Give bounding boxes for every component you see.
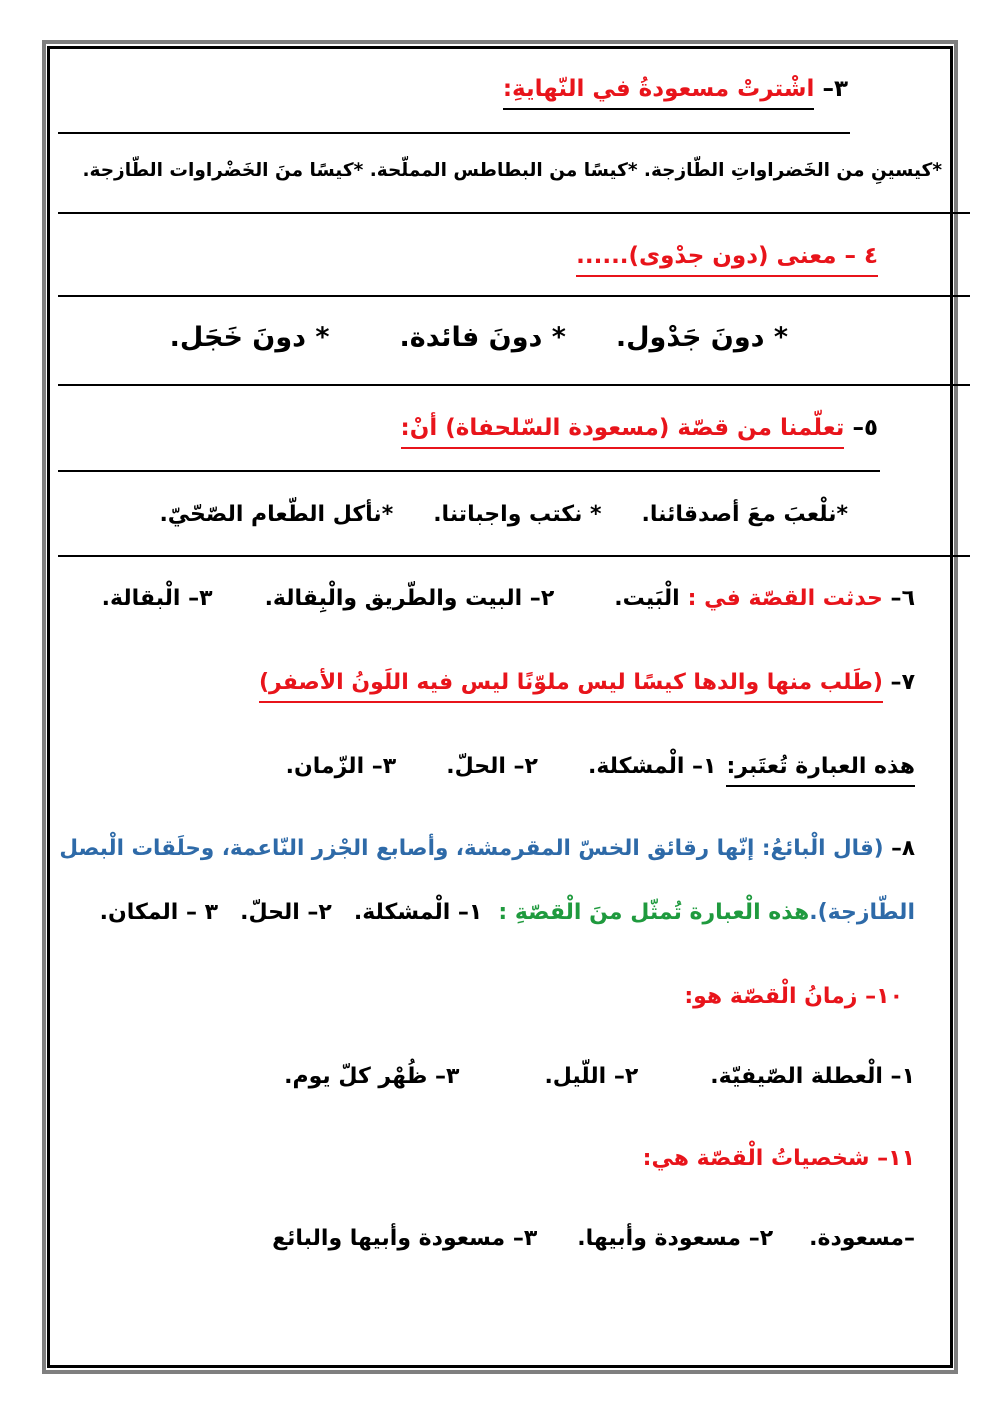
question-8-option-2[interactable]: ٢– الحلّ. <box>240 900 332 925</box>
question-7-text: (طَلب منها والدها كيسًا ليس ملوّنًا ليس فيه اللَونُ الأصفر) <box>259 670 883 703</box>
question-7 <box>259 670 915 695</box>
question-6-option-3[interactable]: ٣– الْبقالة. <box>101 586 213 611</box>
question-8-text-line-1: (قال الْبائعُ: إنّها رقائق الخسّ المقرمشة، وأصابع الجْزر النّاعمة، وحلَقات الْبصل <box>59 836 884 861</box>
question-6 <box>102 586 915 611</box>
question-4-option-1[interactable]: * دونَ جَدْول. <box>615 322 788 353</box>
divider <box>58 384 970 386</box>
question-4 <box>576 243 878 269</box>
divider <box>58 212 970 214</box>
question-3-number: ٣– <box>814 76 848 102</box>
question-8-number: ٨– <box>883 836 915 861</box>
question-11-option-2[interactable]: ٢– مسعودة وأبيها. <box>577 1226 774 1251</box>
question-4-options <box>170 322 788 353</box>
question-3 <box>503 76 848 102</box>
question-10-option-2[interactable]: ٢– اللّيل. <box>544 1064 639 1089</box>
question-4-option-3[interactable]: * دونَ خَجَل. <box>169 322 330 353</box>
divider <box>58 132 850 134</box>
question-7-answers <box>286 754 915 779</box>
divider <box>58 295 970 297</box>
question-3-options: *كيسينِ من الخَضراواتِ الطّازجة. *كيسًا من البطاطس المملّحة. *كيسًا منَ الخَضْراوات الطّازجة. <box>82 160 942 181</box>
question-3-text: اشْترتْ مسعودةُ في النّهايةِ: <box>503 76 815 110</box>
question-11-option-1[interactable]: –مسعودة. <box>809 1226 915 1251</box>
question-5-option-2[interactable]: * نكتب واجباتنا. <box>433 502 602 527</box>
question-10-option-3[interactable]: ٣– ظُهْر كلّ يوم. <box>284 1064 460 1089</box>
question-6-option-2[interactable]: ٢– البيت والطّريق والْبِقالة. <box>264 586 555 611</box>
question-6-option-1[interactable]: الْبَيت. <box>614 586 680 611</box>
question-6-text: حدثت القصّة في : <box>687 586 883 611</box>
question-7-lead: هذه العبارة تُعتَبر: <box>726 754 915 787</box>
question-8-option-1[interactable]: ١– الْمشكلة. <box>353 900 483 925</box>
question-8-option-3[interactable]: ٣ – المكان. <box>99 900 219 925</box>
question-11: ١١– شخصياتُ الْقصّة هي: <box>642 1146 915 1171</box>
question-8-text-line-2: الطّازجة). <box>809 900 915 925</box>
question-8-answers <box>100 900 915 925</box>
question-6-number: ٦– <box>882 586 915 611</box>
question-8-lead: هذه الْعبارة تُمثّل منَ الْقصّةِ : <box>498 900 810 925</box>
question-7-option-1[interactable]: ١– الْمشكلة. <box>587 754 717 779</box>
question-5-options <box>159 502 848 527</box>
question-11-options <box>272 1226 915 1251</box>
question-4-option-2[interactable]: * دونَ فائدة. <box>399 322 566 353</box>
question-5 <box>401 415 878 441</box>
question-10-option-1[interactable]: ١– الْعطلة الصّيفيّة. <box>710 1064 915 1089</box>
question-5-option-1[interactable]: *نلْعبَ معَ أصدقائنا. <box>641 502 848 527</box>
question-11-option-3[interactable]: ٣– مسعودة وأبيها والبائع <box>272 1226 538 1251</box>
question-5-option-3[interactable]: *نأكل الطّعام الصّحّيّ. <box>159 502 394 527</box>
question-4-text: ٤ – معنى (دون جدْوى)...... <box>576 243 878 277</box>
divider <box>58 555 970 557</box>
question-5-number: ٥– <box>844 415 878 441</box>
question-5-text: تعلّمنا من قصّة (مسعودة السّلحفاة) أنْ: <box>401 415 845 449</box>
question-10-options <box>284 1064 915 1089</box>
question-7-option-2[interactable]: ٢– الحلّ. <box>446 754 538 779</box>
divider <box>58 470 880 472</box>
question-8 <box>59 836 915 861</box>
question-7-option-3[interactable]: ٣– الزّمان. <box>285 754 397 779</box>
question-7-number: ٧– <box>882 670 915 695</box>
question-10: ١٠– زمانُ الْقصّة هو: <box>684 984 903 1009</box>
